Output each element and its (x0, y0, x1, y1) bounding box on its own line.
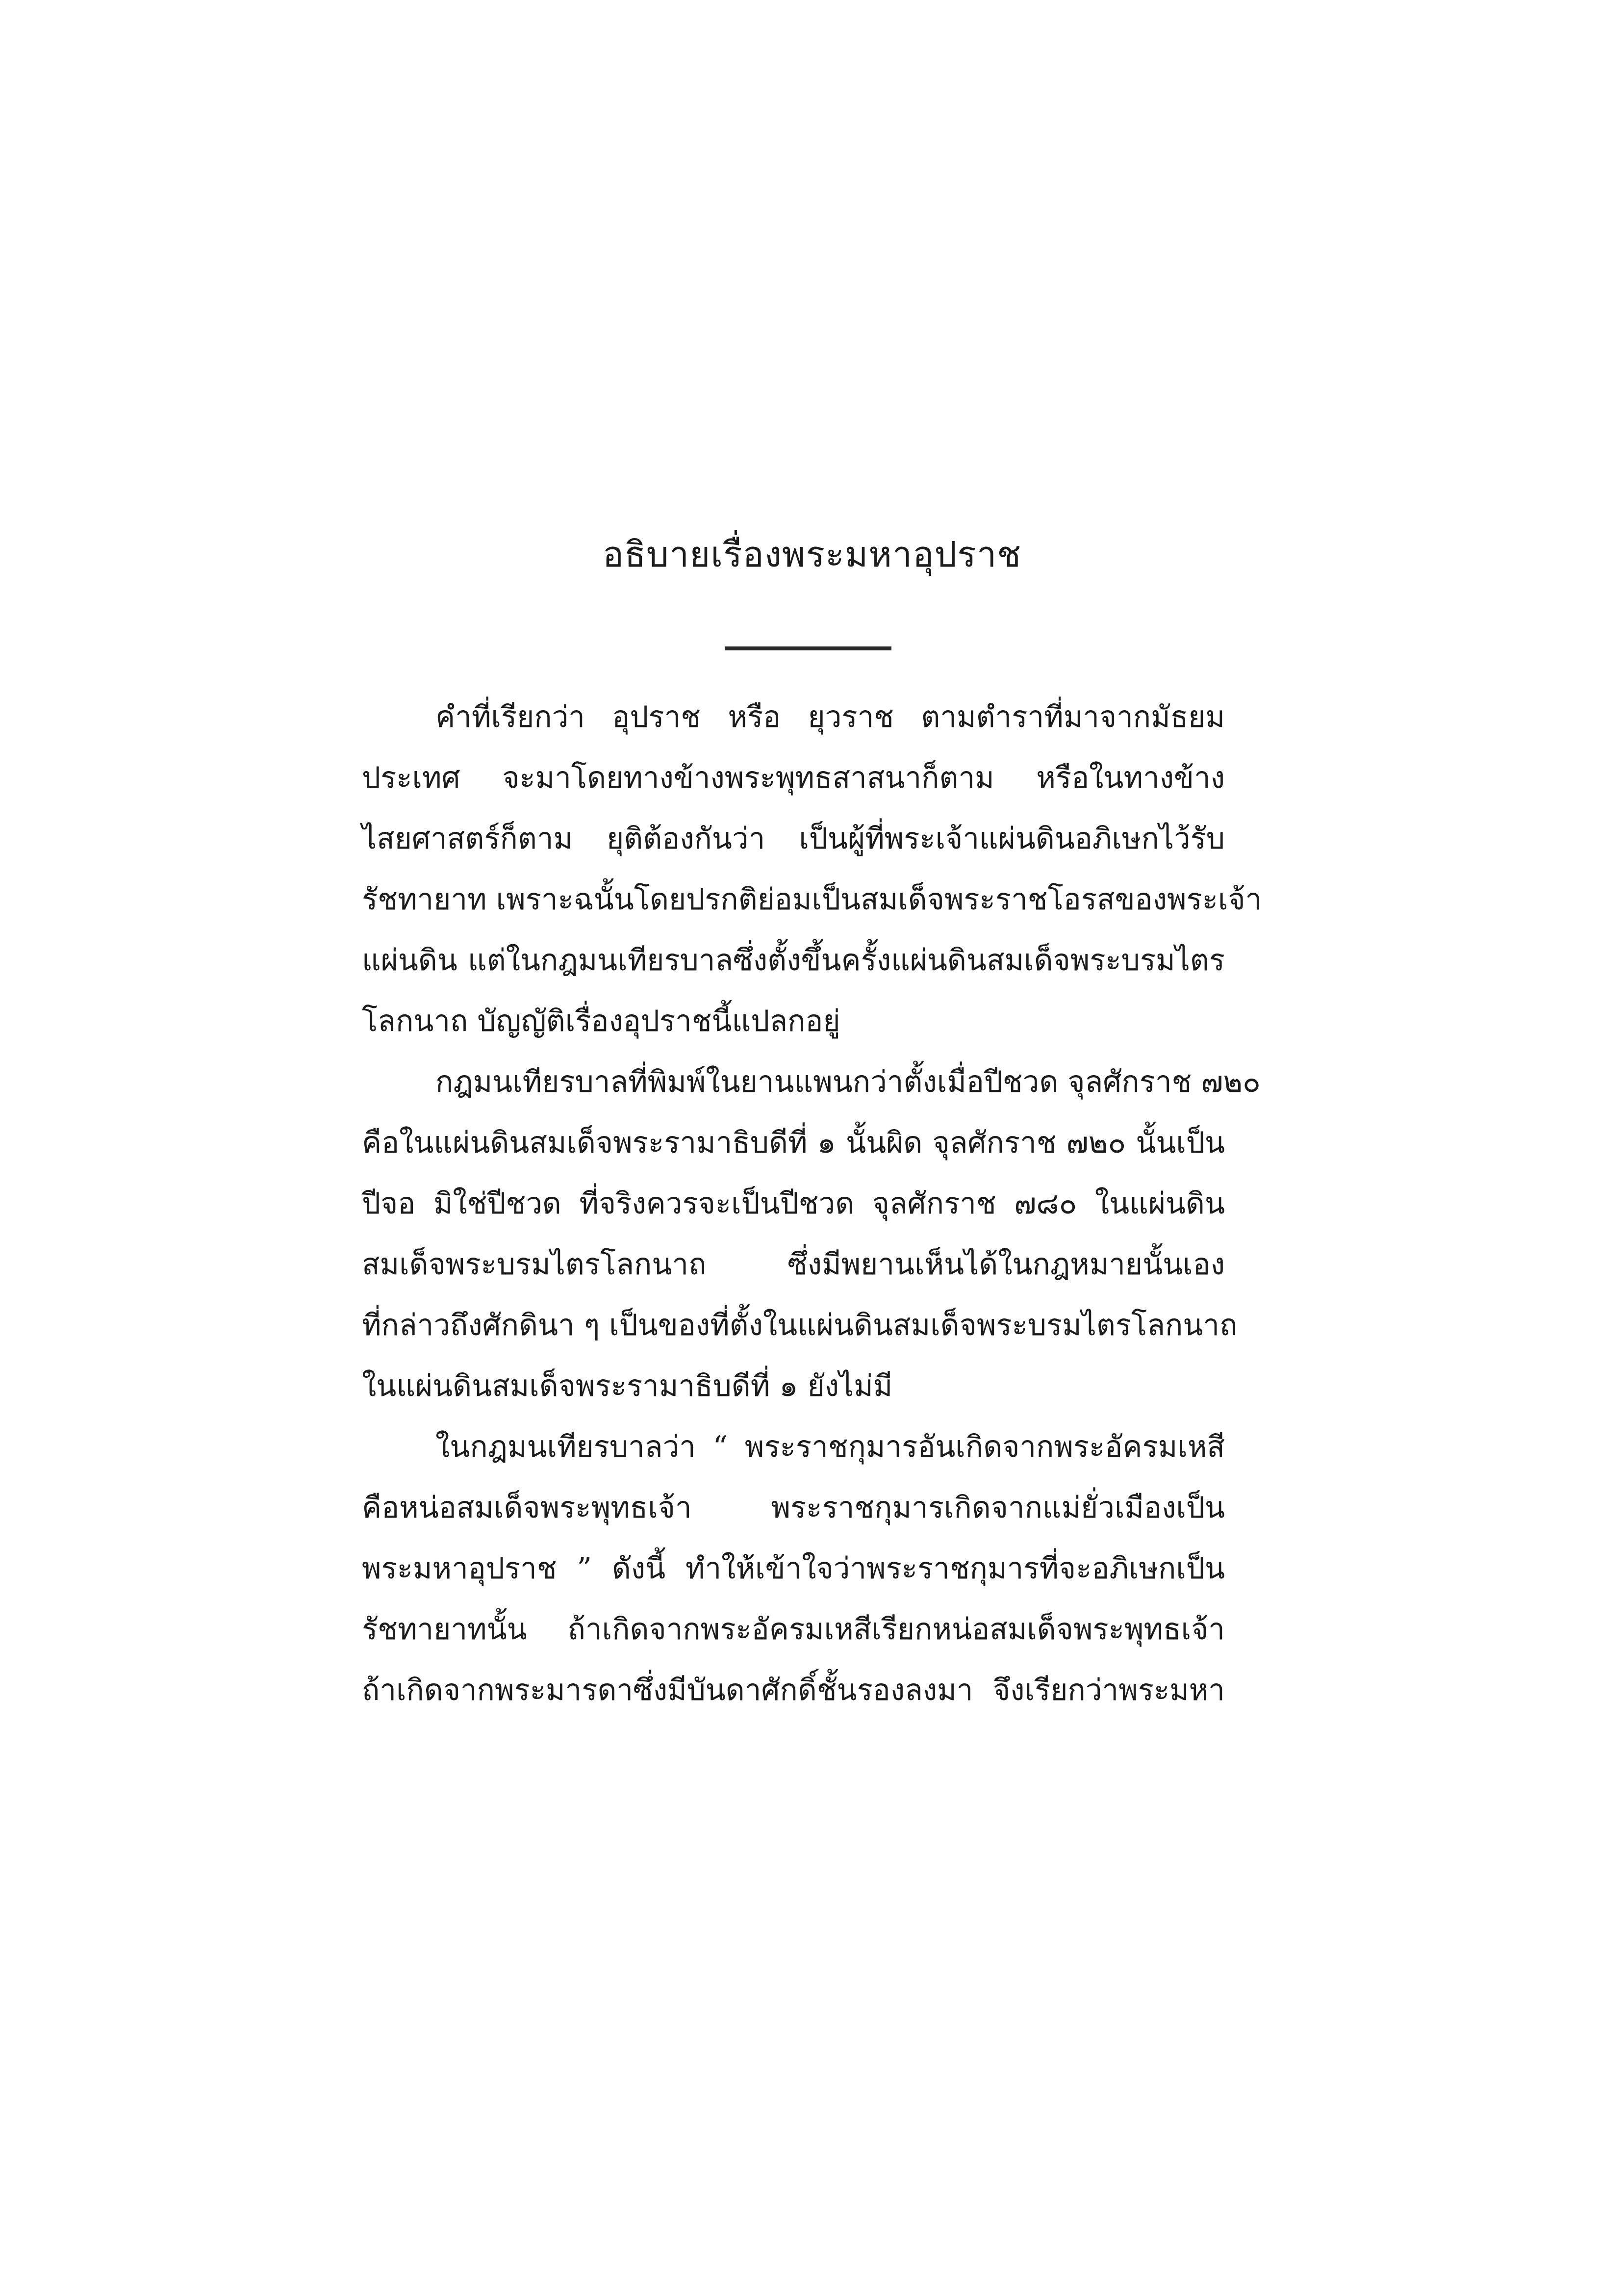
paragraph-line: ปีจอ มิใช่ปีชวด ที่จริงควรจะเป็นปีชวด จุลศักราช ๗๘๐ ในแผ่นดิน (362, 1186, 1225, 1221)
paragraph-line: ถ้าเกิดจากพระมารดาซึ่งมีบันดาศักดิ์ชั้นรองลงมา จึงเรียกว่าพระมหา (362, 1673, 1225, 1707)
paragraph-line: ประเทศ จะมาโดยทางข้างพระพุทธสาสนาก็ตาม หรือในทางข้าง (362, 761, 1225, 795)
paragraph-line: คำที่เรียกว่า อุปราช หรือ ยุวราช ตามตำราที่มาจากมัธยม (435, 700, 1225, 734)
paragraph-line: โลกนาถ บัญญัติเรื่องอุปราชนี้แปลกอยู่ (362, 1004, 840, 1038)
paragraph-line: สมเด็จพระบรมไตรโลกนาถ ซึ่งมีพยานเห็นได้ในกฎหมายนั้นเอง (362, 1247, 1225, 1282)
document-title: อธิบายเรื่องพระมหาอุปราช (602, 534, 1022, 575)
paragraph-line: ในกฎมนเทียรบาลว่า “ พระราชกุมารอันเกิดจากพระอัครมเหสี (435, 1430, 1225, 1464)
paragraph-line: ไสยศาสตร์ก็ตาม ยุติต้องกันว่า เป็นผู้ที่พระเจ้าแผ่นดินอภิเษกไว้รับ (362, 822, 1225, 856)
paragraph-line: กฎมนเทียรบาลที่พิมพ์ในยานแพนกว่าตั้งเมื่อปีชวด จุลศักราช ๗๒๐ (435, 1065, 1261, 1099)
paragraph-line: รัชทายาทนั้น ถ้าเกิดจากพระอัครมเหสีเรียกหน่อสมเด็จพระพุทธเจ้า (362, 1612, 1225, 1647)
paragraph-line: ในแผ่นดินสมเด็จพระรามาธิบดีที่ ๑ ยังไม่มี (362, 1369, 893, 1403)
paragraph-line: ที่กล่าวถึงศักดินา ๆ เป็นของที่ตั้งในแผ่นดินสมเด็จพระบรมไตรโลกนาถ (362, 1308, 1238, 1342)
paragraph-line: พระมหาอุปราช ” ดังนี้ ทำให้เข้าใจว่าพระราชกุมารที่จะอภิเษกเป็น (362, 1551, 1225, 1586)
title-underline (725, 646, 891, 650)
paragraph-line: คือหน่อสมเด็จพระพุทธเจ้า พระราชกุมารเกิดจากแม่ยั่วเมืองเป็น (362, 1491, 1225, 1525)
paragraph-line: รัชทายาท เพราะฉนั้นโดยปรกติย่อมเป็นสมเด็จพระราชโอรสของพระเจ้า (362, 882, 1262, 917)
paragraph-line: แผ่นดิน แต่ในกฎมนเทียรบาลซึ่งตั้งขึ้นครั้งแผ่นดินสมเด็จพระบรมไตร (362, 943, 1225, 978)
document-body (362, 687, 1262, 1721)
paragraph-line: คือในแผ่นดินสมเด็จพระรามาธิบดีที่ ๑ นั้นผิด จุลศักราช ๗๒๐ นั้นเป็น (362, 1126, 1225, 1160)
